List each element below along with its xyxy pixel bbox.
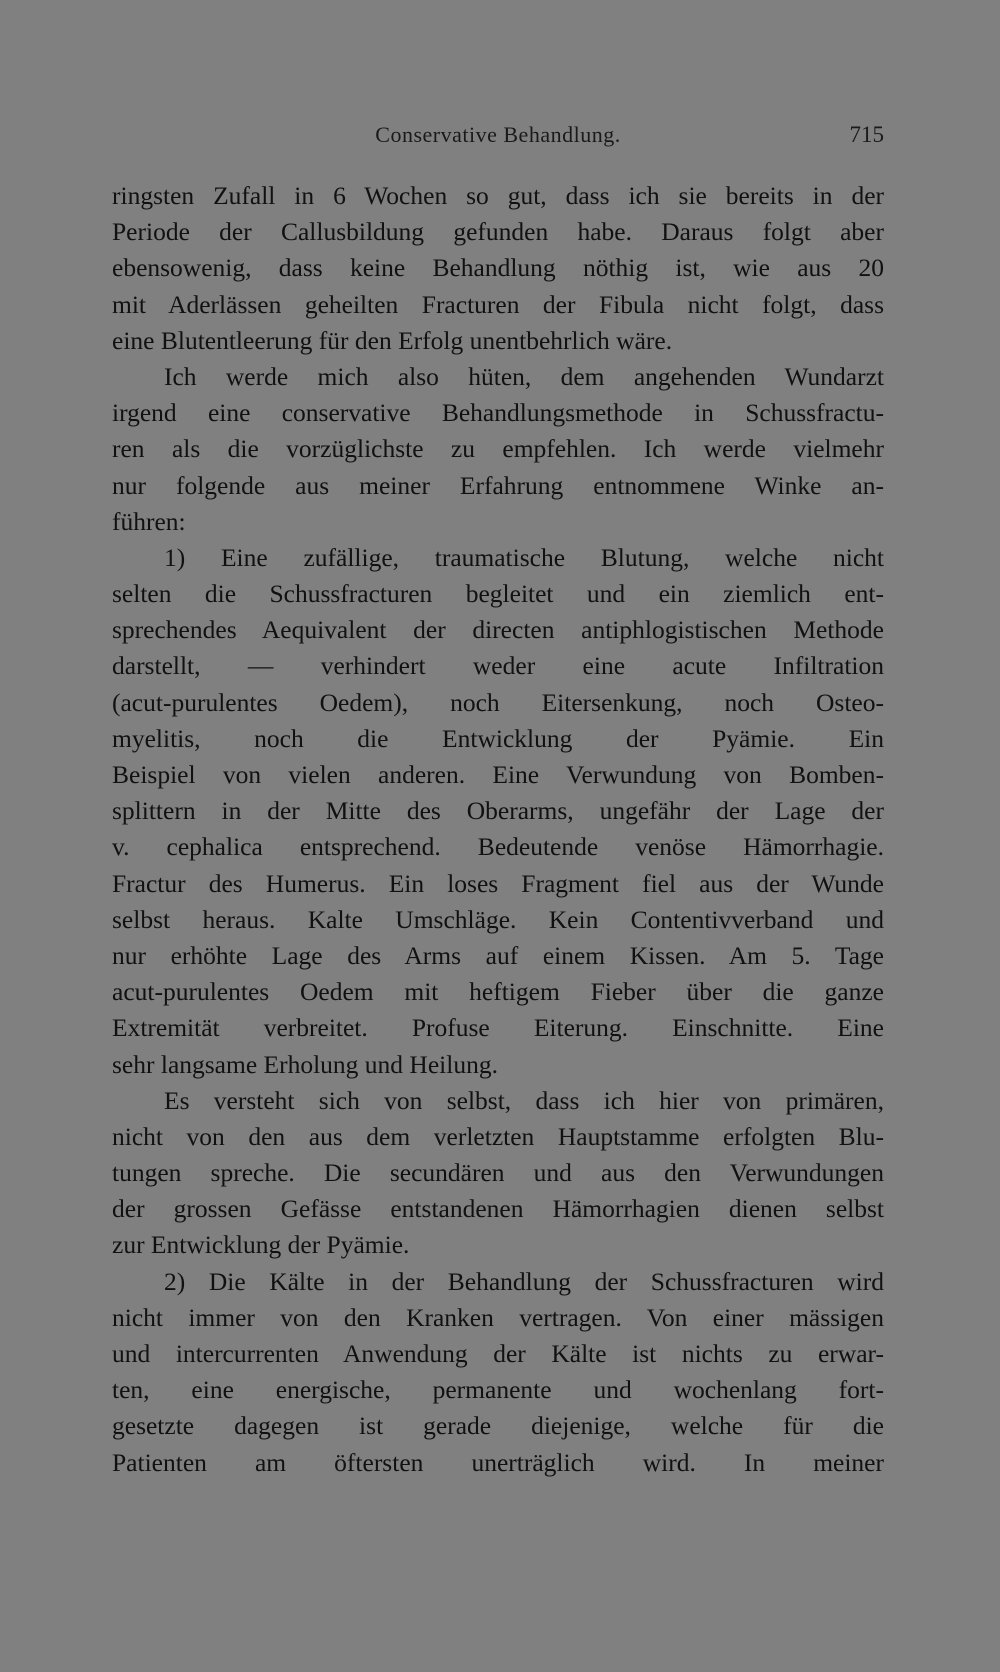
text-line: ebensowenig, dass keine Behandlung nöthig ist, wie aus 20 (112, 253, 884, 283)
text-line: darstellt, — verhindert weder eine acute Infiltration (112, 651, 884, 681)
text-line: selbst heraus. Kalte Umschläge. Kein Contentivverband und (112, 904, 884, 934)
body-text (112, 178, 884, 1481)
text-line: (acut-purulentes Oedem), noch Eitersenkung, noch Osteo- (112, 687, 884, 717)
text-line: Beispiel von vielen anderen. Eine Verwundung von Bomben- (112, 760, 884, 789)
text-line: nur erhöhte Lage des Arms auf einem Kissen. Am 5. Tage (112, 940, 884, 970)
text-line: 1) Eine zufällige, traumatische Blutung, welche nicht (164, 542, 884, 572)
text-line: Es versteht sich von selbst, dass ich hier von primären, (164, 1085, 884, 1115)
text-line: nicht von den aus dem verletzten Hauptstamme erfolgten Blu- (112, 1121, 884, 1151)
page-number: 715 (849, 122, 884, 147)
text-line: Periode der Callusbildung gefunden habe. Daraus folgt aber (112, 217, 884, 247)
text-line: selten die Schussfracturen begleitet und ein ziemlich ent- (112, 579, 884, 609)
text-line: Fractur des Humerus. Ein loses Fragment fiel aus der Wunde (112, 868, 884, 898)
text-line: und intercurrenten Anwendung der Kälte ist nichts zu erwar- (112, 1339, 884, 1368)
text-line: acut-purulentes Oedem mit heftigem Fieber über die ganze (112, 977, 884, 1007)
text-line: Ich werde mich also hüten, dem angehenden Wundarzt (164, 361, 884, 391)
text-line: Patienten am öftersten unerträglich wird. In meiner (112, 1447, 884, 1477)
text-line: Extremität verbreitet. Profuse Eiterung. Einschnitte. Eine (112, 1013, 884, 1043)
text-line: mit Aderlässen geheilten Fracturen der Fibula nicht folgt, dass (112, 289, 884, 319)
text-line: zur Entwicklung der Pyämie. (112, 1230, 410, 1260)
text-line: v. cephalica entsprechend. Bedeutende venöse Hämorrhagie. (112, 832, 884, 862)
text-line: gesetzte dagegen ist gerade diejenige, welche für die (112, 1411, 884, 1441)
text-line: tungen spreche. Die secundären und aus den Verwundungen (112, 1158, 884, 1188)
text-line: nur folgende aus meiner Erfahrung entnommene Winke an- (112, 470, 884, 500)
text-line: nicht immer von den Kranken vertragen. Von einer mässigen (112, 1302, 884, 1332)
text-line: sprechendes Aequivalent der directen antiphlogistischen Methode (112, 615, 884, 645)
text-line: splittern in der Mitte des Oberarms, ungefähr der Lage der (112, 796, 884, 826)
running-title: Conservative Behandlung. (375, 122, 621, 147)
text-line: der grossen Gefässe entstandenen Hämorrhagien dienen selbst (112, 1194, 884, 1224)
text-line: eine Blutentleerung für den Erfolg unentbehrlich wäre. (112, 325, 673, 355)
text-line: sehr langsame Erholung und Heilung. (112, 1049, 498, 1079)
text-line: führen: (112, 506, 186, 536)
text-line: 2) Die Kälte in der Behandlung der Schussfracturen wird (164, 1266, 884, 1296)
text-line: myelitis, noch die Entwicklung der Pyämie. Ein (112, 723, 884, 753)
text-line: ringsten Zufall in 6 Wochen so gut, dass ich sie bereits in der (112, 181, 884, 210)
text-line: ten, eine energische, permanente und wochenlang fort- (112, 1375, 884, 1405)
running-header (112, 122, 884, 154)
text-line: irgend eine conservative Behandlungsmethode in Schussfractu- (112, 398, 884, 428)
text-line: ren als die vorzüglichste zu empfehlen. Ich werde vielmehr (112, 434, 884, 464)
